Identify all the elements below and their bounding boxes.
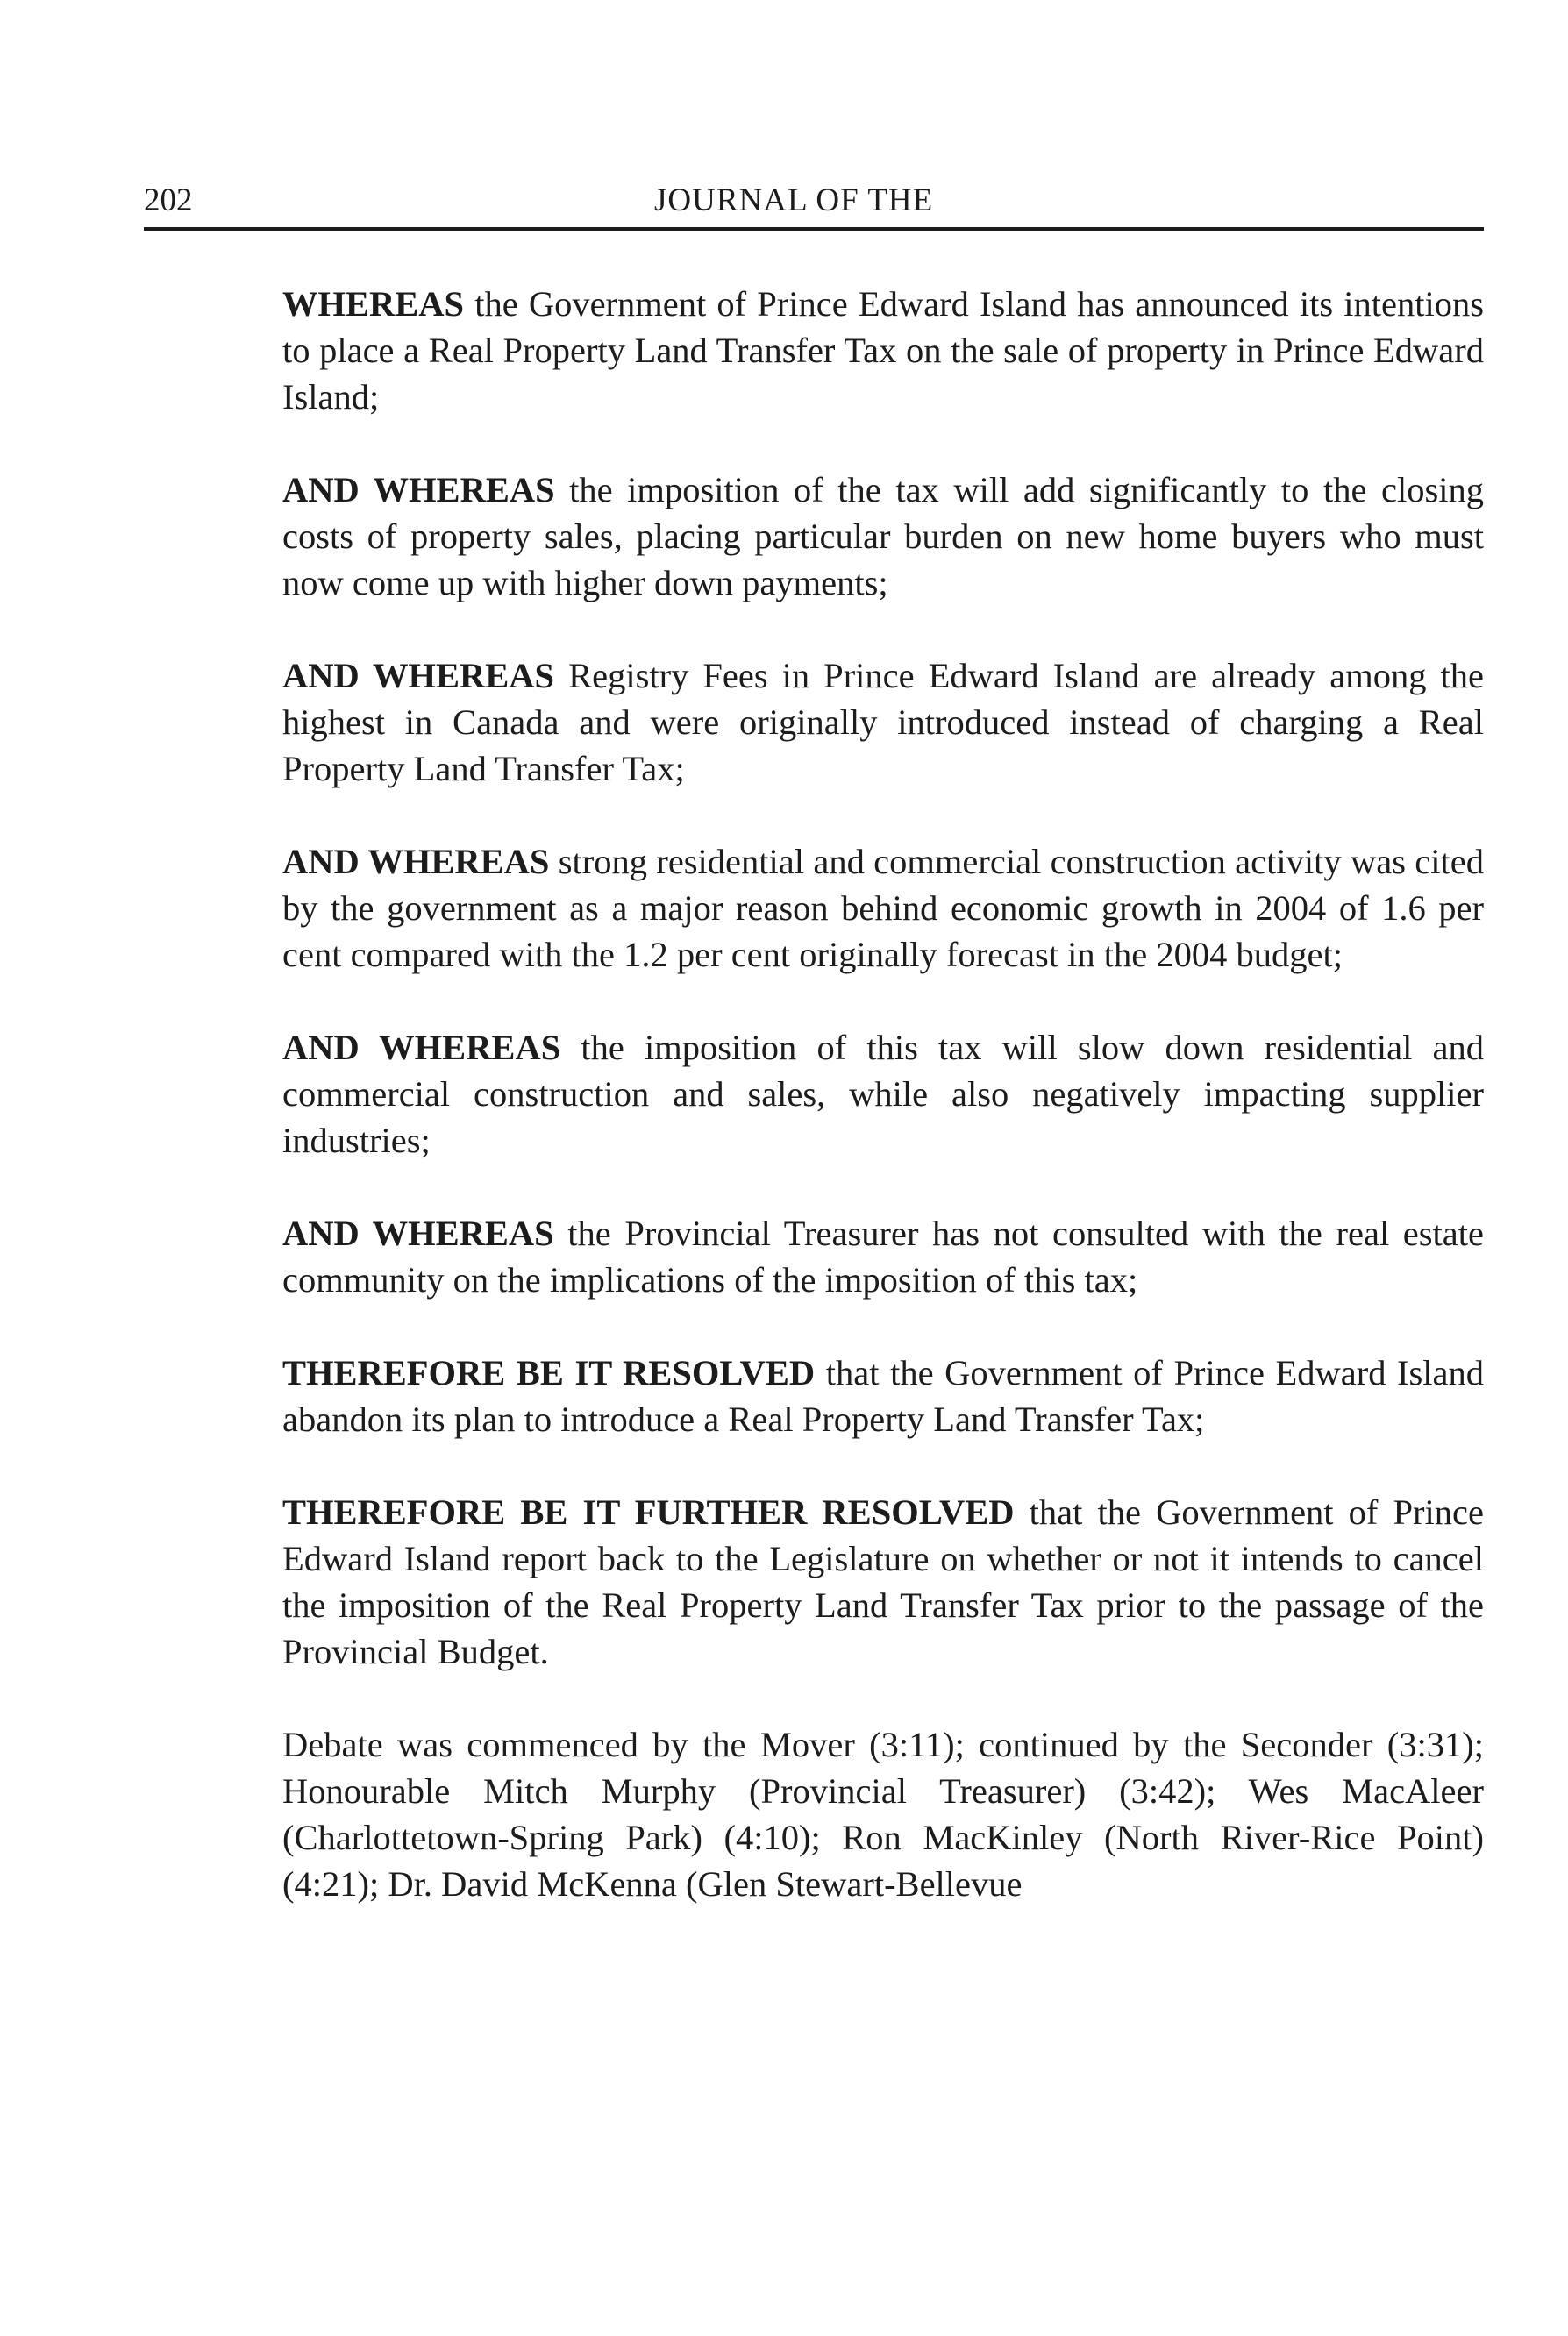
paragraph-whereas-4	[282, 838, 1484, 978]
paragraph-whereas-6	[282, 1210, 1484, 1303]
paragraph-lead: WHEREAS	[282, 284, 465, 324]
paragraph-lead: AND WHEREAS	[282, 656, 555, 695]
paragraph-lead: AND WHEREAS	[282, 1214, 554, 1253]
paragraph-further-resolved	[282, 1489, 1484, 1675]
paragraph-lead: AND WHEREAS	[282, 1028, 561, 1067]
paragraph-body: the Provincial Treasurer has not consulted with the real estate community on the implications of the imposition of this tax;	[282, 1214, 1485, 1300]
paragraph-body: that the Government of Prince Edward Island abandon its plan to introduce a Real Property Land Transfer Tax;	[282, 1353, 1484, 1439]
page-header	[144, 180, 1484, 229]
paragraph-whereas-5	[282, 1024, 1484, 1164]
debate-paragraph: Debate was commenced by the Mover (3:11); continued by the Seconder (3:31); Honourable Mitch Murphy (Provincial Treasurer) (3:42); Wes MacAleer (Charlottetown-Spring Park) (4:10); Ron MacKinley (North River-Rice Point) (4:21); Dr. David McKenna (Glen Stewart-Bellevue	[282, 1725, 1484, 1904]
paragraph-resolved	[282, 1350, 1484, 1442]
paragraph-body: the Government of Prince Edward Island has announced its intentions to place a Real Property Land Transfer Tax on the sale of property in Prince Edward Island;	[282, 284, 1484, 417]
paragraph-body: Registry Fees in Prince Edward Island are already among the highest in Canada and were originally introduced instead of charging a Real Property Land Transfer Tax;	[282, 656, 1485, 788]
paragraph-body: that the Government of Prince Edward Island report back to the Legislature on whether or not it intends to cancel the imposition of the Real Property Land Transfer Tax prior to the passage of the Provincial Budget.	[282, 1492, 1484, 1671]
paragraph-body: strong residential and commercial construction activity was cited by the government as a major reason behind economic growth in 2004 of 1.6 per cent compared with the 1.2 per cent originally forecast in the 2004 budget;	[282, 842, 1485, 974]
page-number: 202	[144, 182, 193, 218]
paragraph-lead: AND WHEREAS	[282, 842, 550, 881]
header-rule	[144, 227, 1484, 231]
running-head: JOURNAL OF THE	[654, 182, 934, 218]
paragraph-whereas-3	[282, 652, 1484, 792]
resolution-text	[282, 281, 1484, 1907]
paragraph-lead: THEREFORE BE IT FURTHER RESOLVED	[282, 1492, 1015, 1532]
paragraph-body: the imposition of this tax will slow down residential and commercial construction and sales, while also negatively impacting supplier industries;	[282, 1028, 1485, 1160]
paragraph-body: the imposition of the tax will add significantly to the closing costs of property sales, placing particular burden on new home buyers who must now come up with higher down payments;	[282, 470, 1484, 602]
paragraph-lead: THEREFORE BE IT RESOLVED	[282, 1353, 816, 1392]
paragraph-whereas-1	[282, 281, 1484, 420]
paragraph-lead: AND WHEREAS	[282, 470, 555, 509]
paragraph-whereas-2	[282, 466, 1484, 606]
